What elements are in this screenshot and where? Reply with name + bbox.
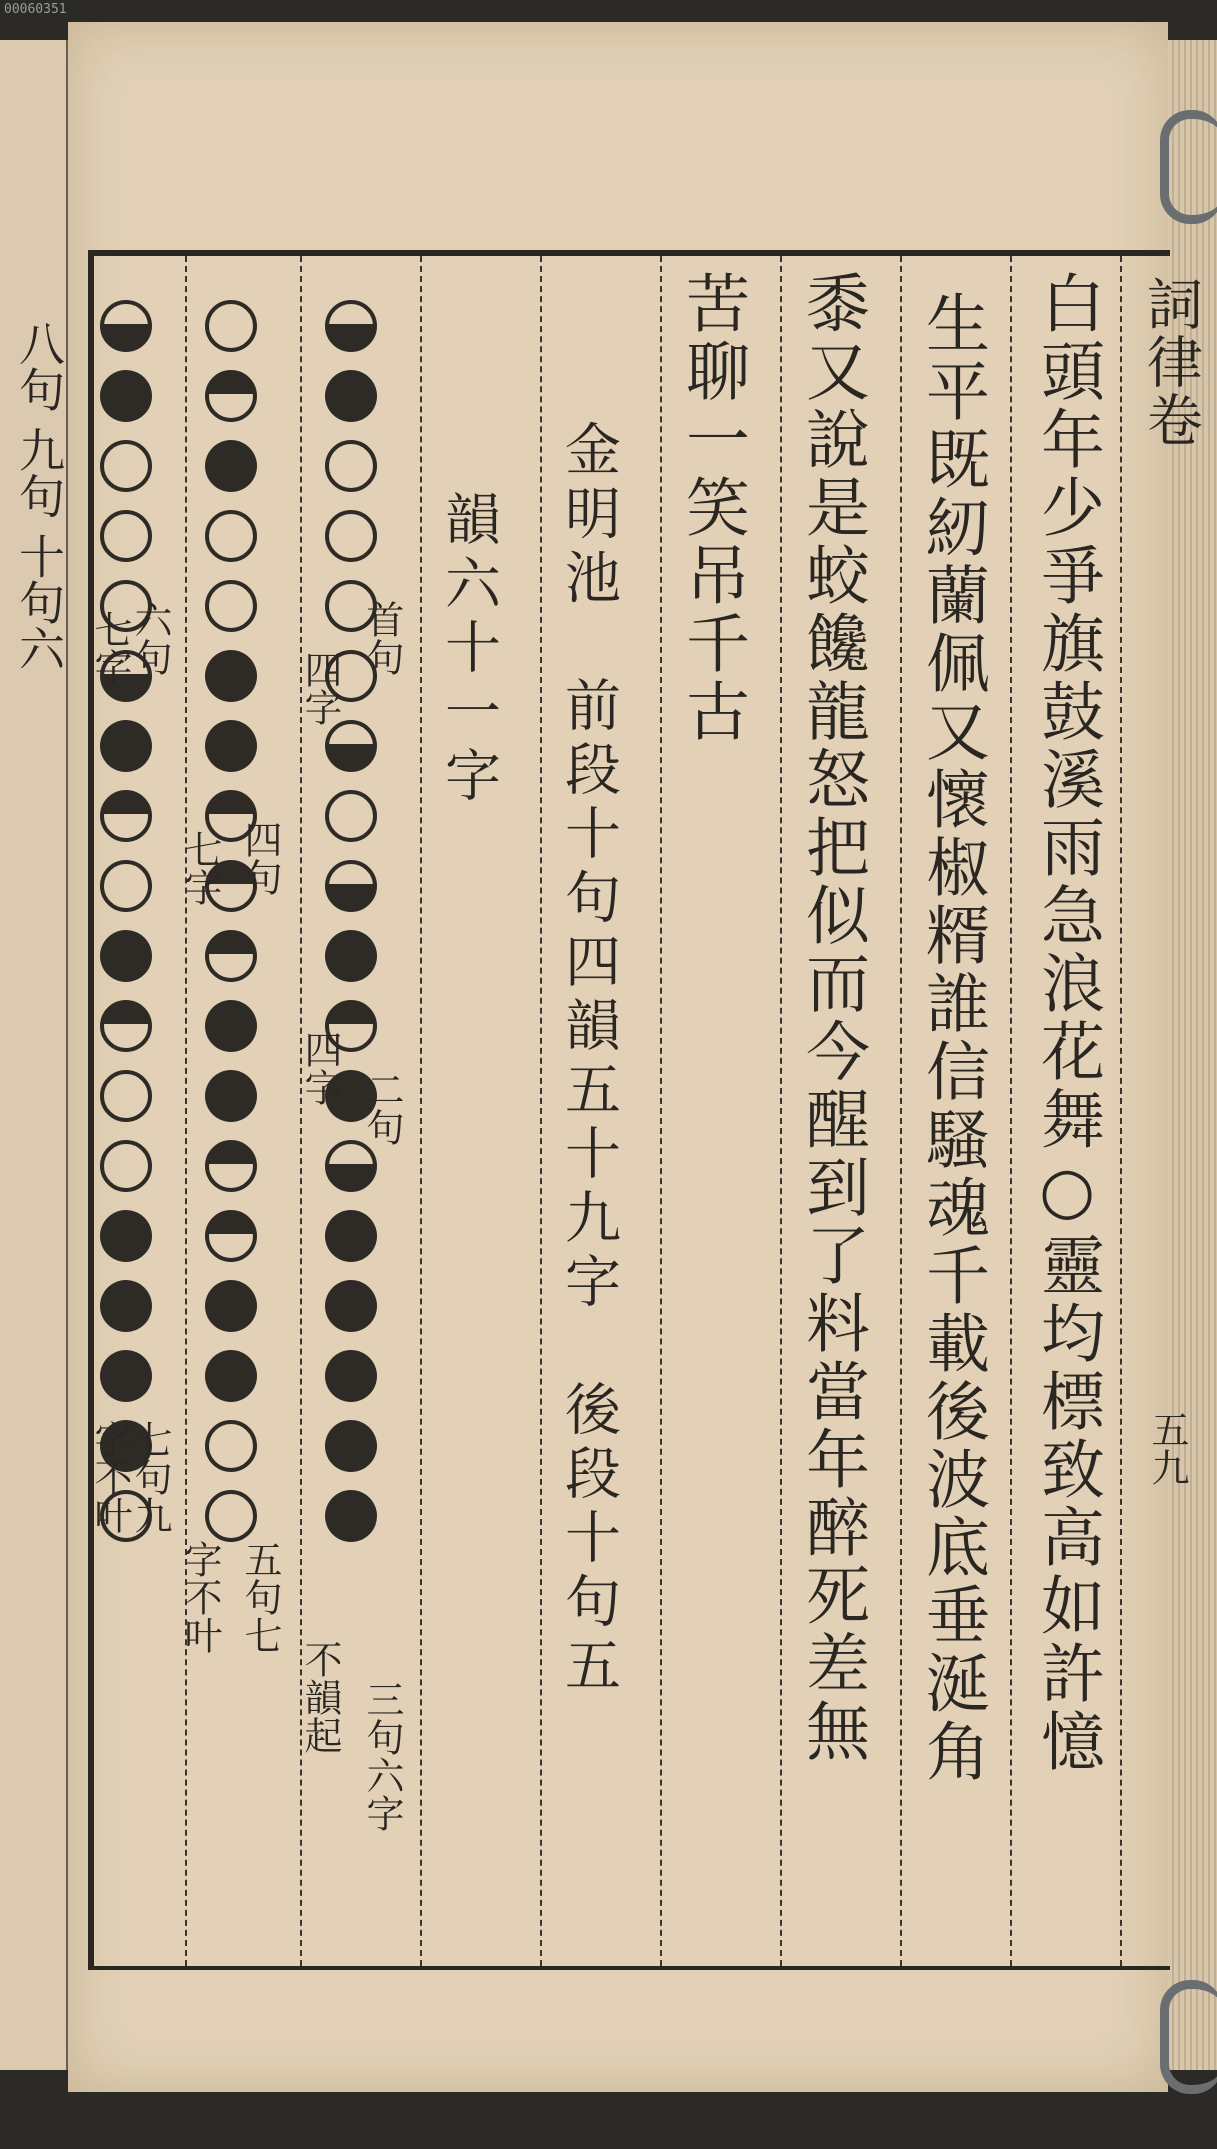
tone-mark bbox=[205, 1140, 257, 1192]
tone-mark bbox=[205, 1070, 257, 1122]
tone-mark bbox=[100, 930, 152, 982]
tone-mark bbox=[325, 1420, 377, 1472]
text-column-1: 白頭年少爭旗鼓溪雨急浪花舞○靈均標致高如許憶 bbox=[1030, 270, 1104, 1776]
annotation-sanju: 三句六字 bbox=[360, 1680, 404, 1832]
tone-mark bbox=[325, 930, 377, 982]
previous-page-fragment bbox=[0, 40, 68, 2070]
tone-mark bbox=[205, 1280, 257, 1332]
annotation-sizi-2: 四字 bbox=[298, 1030, 342, 1106]
column-rule bbox=[780, 256, 782, 1966]
tone-mark bbox=[205, 370, 257, 422]
annotation-buyunqi: 不韻起 bbox=[298, 1640, 342, 1754]
annotation-erju: 二句 bbox=[360, 1070, 404, 1146]
tone-mark bbox=[325, 720, 377, 772]
annotation-qizi-2: 七字 bbox=[88, 610, 132, 686]
annotation-sizi: 四字 bbox=[298, 650, 342, 726]
annotation-liuju: 六句 bbox=[128, 600, 172, 676]
annotation-zibuxie: 字不叶 bbox=[178, 1540, 222, 1654]
tone-mark bbox=[100, 370, 152, 422]
tone-mark bbox=[205, 1350, 257, 1402]
tone-mark bbox=[205, 1420, 257, 1472]
tone-mark bbox=[325, 1140, 377, 1192]
tone-mark bbox=[325, 1210, 377, 1262]
annotation-qiju: 七句九 bbox=[128, 1420, 172, 1534]
text-column-3: 黍又說是蛟饞龍怒把似而今醒到了料當年醉死差無 bbox=[795, 270, 869, 1766]
tone-mark bbox=[325, 1350, 377, 1402]
header-title: 詞律卷 bbox=[1138, 275, 1203, 449]
frame-top-border bbox=[88, 250, 1170, 256]
tone-mark bbox=[325, 860, 377, 912]
tone-pattern-column-1 bbox=[325, 300, 377, 1542]
tone-mark bbox=[205, 720, 257, 772]
tone-mark bbox=[100, 860, 152, 912]
column-rule bbox=[1010, 256, 1012, 1966]
tone-mark bbox=[325, 370, 377, 422]
tone-mark bbox=[205, 650, 257, 702]
previous-page-text: 八句 九句 十句六 bbox=[12, 320, 66, 672]
column-rule bbox=[185, 256, 187, 1966]
tone-mark bbox=[100, 1210, 152, 1262]
column-rule bbox=[540, 256, 542, 1966]
tone-mark bbox=[325, 1280, 377, 1332]
annotation-wuju: 五句七 bbox=[238, 1540, 282, 1654]
title-column-2: 韻六十一字 bbox=[436, 490, 501, 810]
tone-mark bbox=[100, 510, 152, 562]
tone-mark bbox=[205, 580, 257, 632]
tone-mark bbox=[325, 1490, 377, 1542]
tone-mark bbox=[205, 1000, 257, 1052]
text-column-4: 苦聊一笑吊千古 bbox=[675, 270, 749, 746]
tone-mark bbox=[100, 1070, 152, 1122]
tone-mark bbox=[100, 440, 152, 492]
annotation-shouju: 首句 bbox=[360, 600, 404, 676]
tone-mark bbox=[205, 930, 257, 982]
tone-mark bbox=[325, 440, 377, 492]
binder-clip-top-icon bbox=[1160, 110, 1217, 224]
text-column-2: 生平既紉蘭佩又懷椒糈誰信騷魂千載後波底垂涎角 bbox=[915, 290, 989, 1786]
tone-mark bbox=[325, 300, 377, 352]
tone-mark bbox=[205, 510, 257, 562]
annotation-siju: 四句 bbox=[238, 820, 282, 896]
tone-mark bbox=[100, 1000, 152, 1052]
tone-mark bbox=[205, 440, 257, 492]
tone-mark bbox=[325, 510, 377, 562]
tone-mark bbox=[205, 1490, 257, 1542]
tone-mark bbox=[100, 300, 152, 352]
title-column-1: 金明池 前段十句四韻五十九字 後段十句五 bbox=[556, 420, 621, 1700]
column-rule bbox=[1120, 256, 1122, 1966]
tone-mark bbox=[205, 1210, 257, 1262]
tone-pattern-column-3 bbox=[100, 300, 152, 1542]
tone-mark bbox=[205, 300, 257, 352]
annotation-zibuxie-2: 字不叶 bbox=[88, 1420, 132, 1534]
frame-bottom-border bbox=[88, 1966, 1170, 1970]
column-rule bbox=[420, 256, 422, 1966]
frame-left-border bbox=[88, 250, 94, 1970]
scan-id: 00060351 bbox=[4, 2, 67, 17]
tone-pattern-column-2 bbox=[205, 300, 257, 1542]
tone-mark bbox=[100, 790, 152, 842]
binder-clip-bottom-icon bbox=[1160, 1980, 1217, 2094]
tone-mark bbox=[100, 1280, 152, 1332]
tone-mark bbox=[100, 1140, 152, 1192]
annotation-qizi: 七字 bbox=[178, 830, 222, 906]
column-rule bbox=[660, 256, 662, 1966]
column-rule bbox=[900, 256, 902, 1966]
tone-mark bbox=[325, 790, 377, 842]
tone-mark bbox=[100, 720, 152, 772]
folio-number: 五九 bbox=[1145, 1410, 1189, 1486]
tone-mark bbox=[100, 1350, 152, 1402]
